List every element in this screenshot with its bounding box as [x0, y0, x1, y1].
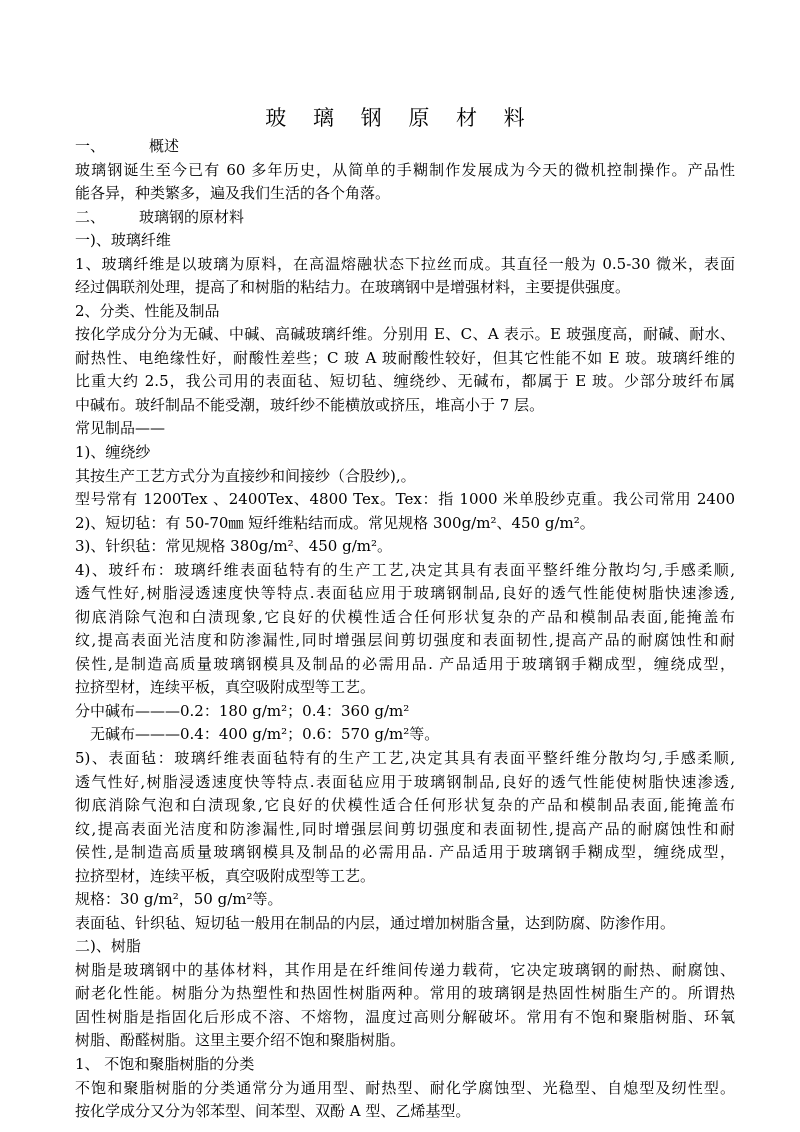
paragraph-line: 4)、玻纤布：玻璃纤维表面毡特有的生产工艺,决定其具有表面平整纤维分散均匀,手感柔顺, — [75, 560, 735, 579]
paragraph-line: 按化学成分分为无碱、中碱、高碱玻璃纤维。分别用 E、C、A 表示。E 玻强度高，耐碱、耐水、 — [75, 325, 735, 344]
paragraph-line: 能各异，种类繁多，遍及我们生活的各个角落。 — [75, 184, 391, 203]
paragraph-line: 表面毡、针织毡、短切毡一般用在制品的内层，通过增加树脂含量，达到防腐、防渗作用。 — [75, 913, 676, 932]
document-title: 玻 璃 钢 原 材 料 — [265, 106, 535, 130]
item-heading: 常见制品—— — [75, 419, 166, 438]
paragraph-line: 纹,提高表面光洁度和防渗漏性,同时增强层间剪切强度和表面韧性,提高产品的耐腐蚀性和耐 — [75, 819, 735, 838]
paragraph-line: 固性树脂是指固化后形成不溶、不熔物，温度过高则分解破坏。常用有不饱和聚脂树脂、环氧 — [75, 1007, 735, 1026]
paragraph-line: 耐热性、电绝缘性好，耐酸性差些；C 玻 A 玻耐酸性较好，但其它性能不如 E 玻。玻璃纤维的 — [75, 348, 735, 367]
item-heading: 2、分类、性能及制品 — [75, 301, 220, 320]
paragraph-line: 彻底消除气泡和白渍现象,它良好的伏模性适合任何形状复杂的产品和模制品表面,能掩盖布 — [75, 607, 735, 626]
paragraph-line: 不饱和聚脂树脂的分类通常分为通用型、耐热型、耐化学腐蚀型、光稳型、自熄型及纫性型。 — [75, 1078, 735, 1097]
paragraph-line: 1、玻璃纤维是以玻璃为原料，在高温熔融状态下拉丝而成。其直径一般为 0.5-30 微米，表面 — [75, 254, 735, 273]
paragraph-line: 其按生产工艺方式分为直接纱和间接纱（合股纱),。 — [75, 466, 416, 485]
paragraph-line: 侯性,是制造高质量玻璃钢模具及制品的必需用品. 产品适用于玻璃钢手糊成型，缠绕成型， — [75, 843, 735, 862]
paragraph-line: 中碱布。玻纤制品不能受潮，玻纤纱不能横放或挤压，堆高小于 7 层。 — [75, 395, 545, 414]
paragraph-line: 树脂是玻璃钢中的基体材料，其作用是在纤维间传递力载荷，它决定玻璃钢的耐热、耐腐蚀、 — [75, 960, 735, 979]
paragraph-line: 拉挤型材，连续平板，真空吸附成型等工艺。 — [75, 866, 376, 885]
paragraph-line: 1)、缠绕纱 — [75, 443, 151, 461]
item-heading: 1、 不饱和聚脂树脂的分类 — [75, 1054, 255, 1073]
paragraph-line: 树脂、酚醛树脂。这里主要介绍不饱和聚脂树脂。 — [75, 1031, 406, 1050]
paragraph-line: 透气性好,树脂浸透速度快等特点.表面毡应用于玻璃钢制品,良好的透气性能使树脂快速渗透, — [75, 772, 735, 791]
paragraph-line: 型号常有 1200Tex 、2400Tex、4800 Tex。Tex：指 1000 米单股纱克重。我公司常用 2400 — [75, 490, 735, 508]
paragraph-line: 纹,提高表面光洁度和防渗漏性,同时增强层间剪切强度和表面韧性,提高产品的耐腐蚀性和耐 — [75, 631, 735, 650]
paragraph-line: 3)、针织毡：常见规格 380g/m²、450 g/m²。 — [75, 537, 392, 556]
section-title: 玻璃钢的原材料 — [139, 207, 245, 226]
paragraph-line: 按化学成分又分为邻苯型、间苯型、双酚 A 型、乙烯基型。 — [75, 1102, 471, 1120]
paragraph-line: 透气性好,树脂浸透速度快等特点.表面毡应用于玻璃钢制品,良好的透气性能使树脂快速渗透, — [75, 584, 735, 603]
paragraph-line: 2)、短切毡：有 50-70㎜ 短纤维粘结而成。常见规格 300g/m²、450 g/m²。 — [75, 513, 595, 532]
paragraph-line: 规格：30 g/m²，50 g/m²等。 — [75, 890, 283, 909]
paragraph-line: 玻璃钢诞生至今已有 60 多年历史，从简单的手糊制作发展成为今天的微机控制操作。产品性 — [75, 160, 735, 179]
section-heading-overview — [75, 135, 735, 159]
paragraph-line: 5)、表面毡：玻璃纤维表面毡特有的生产工艺,决定其具有表面平整纤维分散均匀,手感柔顺, — [75, 749, 735, 767]
paragraph-line: 比重大约 2.5，我公司用的表面毡、短切毡、缠绕纱、无碱布，都属于 E 玻。少部分玻纤布属 — [75, 372, 735, 391]
paragraph-line: 无碱布———0.4：400 g/m²；0.6：570 g/m²等。 — [90, 725, 440, 744]
paragraph-line: 拉挤型材，连续平板，真空吸附成型等工艺。 — [75, 678, 376, 697]
subsection-heading: 一)、玻璃纤维 — [75, 231, 171, 250]
paragraph-line: 分中碱布———0.2：180 g/m²；0.4：360 g/m² — [75, 701, 410, 720]
section-heading-materials — [75, 206, 735, 230]
subsection-heading: 二)、树脂 — [75, 937, 141, 956]
paragraph-line: 侯性,是制造高质量玻璃钢模具及制品的必需用品. 产品适用于玻璃钢手糊成型，缠绕成型， — [75, 654, 735, 673]
paragraph-line: 彻底消除气泡和白渍现象,它良好的伏模性适合任何形状复杂的产品和模制品表面,能掩盖布 — [75, 796, 735, 814]
section-title: 概述 — [149, 137, 180, 155]
section-number: 二、 — [75, 207, 106, 226]
paragraph-line: 经过偶联剂处理，提高了和树脂的粘结力。在玻璃钢中是增强材料，主要提供强度。 — [75, 278, 631, 297]
paragraph-line: 耐老化性能。树脂分为热塑性和热固性树脂两种。常用的玻璃钢是热固性树脂生产的。所谓热 — [75, 984, 735, 1003]
section-number: 一、 — [75, 137, 106, 155]
